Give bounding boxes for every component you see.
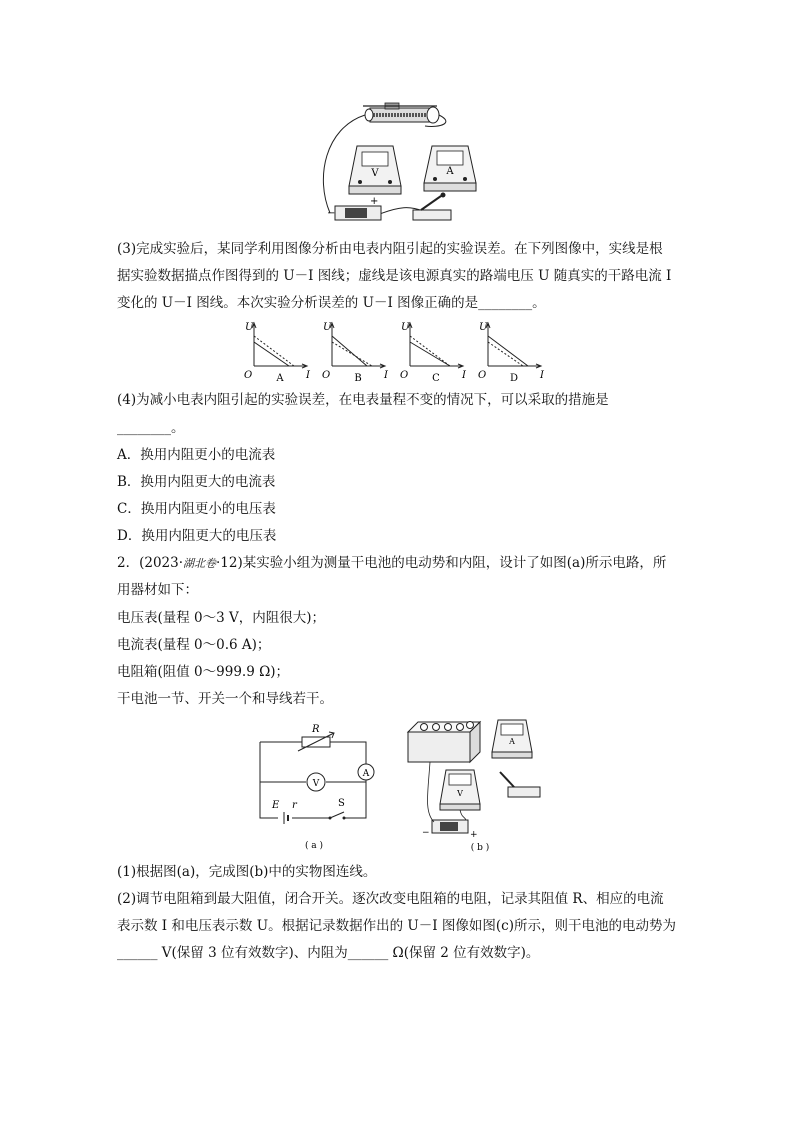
i-axis-label: I [540,370,544,381]
option-label: A [276,373,284,384]
measured-line [332,336,367,366]
voltmeter [440,770,480,810]
svg-text:r: r [292,800,297,811]
sub2-line-1: (2)调节电阻箱到最大阻值，闭合开关。逐次改变电阻箱的电阻，记录其阻值 R、相应的电流 [117,891,664,907]
switch [413,193,451,221]
svg-text:−: − [422,828,430,838]
origin-label: O [478,370,487,381]
q4-option-d: D．换用内阻更大的电压表 [117,528,277,544]
option-label: D [509,373,519,384]
svg-text:V: V [457,789,463,798]
true-line [254,336,294,366]
q4-option-a: A．换用内阻更小的电流表 [117,447,276,463]
svg-text:( a ): ( a ) [304,841,324,851]
ui-graph-a [244,322,311,384]
switch [500,772,540,797]
battery [422,820,478,840]
sub1-text: (1)根据图(a)，完成图(b)中的实物图连线。 [117,864,377,880]
equipment-battery: 干电池一节、开关一个和导线若干。 [117,691,333,707]
origin-label: O [400,370,409,381]
svg-text:V: V [371,168,379,179]
sub2-line-2: 表示数 I 和电压表示数 U。根据记录数据作出的 U－I 图像如图(c)所示，则干电池的电动势为 [117,918,676,934]
q4-line-1: (4)为减小电表内阻引起的实验误差，在电表量程不变的情况下，可以采取的措施是 [117,392,609,408]
svg-text:E: E [272,800,280,811]
q3-line-3: 变化的 U－I 图线。本次实验分析误差的 U－I 图像正确的是________。 [117,295,546,311]
ammeter [424,146,476,191]
ui-graph-d [478,322,545,384]
u-axis-label: U [323,322,332,333]
i-axis-label: I [384,370,388,381]
origin-label: O [244,370,253,381]
u-axis-label: U [245,322,254,333]
measured-line [410,342,450,366]
problem2-line-2: 用器材如下： [117,582,198,598]
svg-text:A: A [446,166,454,177]
resistance-box [408,722,480,763]
apparatus-figure-b [400,712,550,857]
svg-text:+: + [370,196,379,207]
q3-line-2: 据实验数据描点作图得到的 U－I 图线；虚线是该电源真实的路端电压 U 随真实的干路电流 I [117,268,672,284]
ui-graph-options [244,318,554,384]
origin-label: O [322,370,331,381]
true-line [488,342,523,366]
svg-text:V: V [312,779,320,789]
ui-graph-b [322,322,389,384]
true-line [410,336,450,366]
q4-line-2: ________。 [117,420,185,436]
sub2-line-3: ______ V(保留 3 位有效数字)、内阻为______ Ω(保留 2 位有效数字)。 [117,945,540,961]
equipment-ammeter: 电流表(量程 0～0.6 A)； [117,637,271,653]
svg-text:S: S [338,798,345,809]
q3-line-1: (3)完成实验后，某同学利用图像分析由电表内阻引起的实验误差。在下列图像中，实线是根 [117,241,663,257]
ui-graph-c [400,322,467,384]
circuit-diagram-a [252,720,382,855]
svg-text:+: + [470,830,478,840]
svg-text:−: − [327,208,336,219]
svg-text:R: R [312,724,320,735]
battery [327,196,381,220]
ammeter [492,720,532,758]
equipment-resistance-box: 电阻箱(阻值 0～999.9 Ω)； [117,664,290,680]
problem2-line-1: 2．(2023·湖北卷·12)某实验小组为测量干电池的电动势和内阻，设计了如图(a)所示电路，所 [117,555,667,571]
svg-text:( b ): ( b ) [470,843,490,853]
svg-text:A: A [509,737,515,746]
q4-option-b: B．换用内阻更大的电流表 [117,474,276,490]
true-line [332,342,372,366]
option-label: C [432,373,440,384]
u-axis-label: U [401,322,410,333]
rheostat [363,103,439,123]
i-axis-label: I [462,370,466,381]
svg-text:A: A [362,769,370,779]
option-label: B [354,373,362,384]
apparatus-figure-top [315,98,480,223]
u-axis-label: U [479,322,488,333]
equipment-voltmeter: 电压表(量程 0～3 V，内阻很大)； [117,610,326,626]
i-axis-label: I [306,370,310,381]
measured-line [488,336,528,366]
q4-option-c: C．换用内阻更小的电压表 [117,501,276,517]
voltmeter [349,146,401,194]
measured-line [254,342,289,366]
